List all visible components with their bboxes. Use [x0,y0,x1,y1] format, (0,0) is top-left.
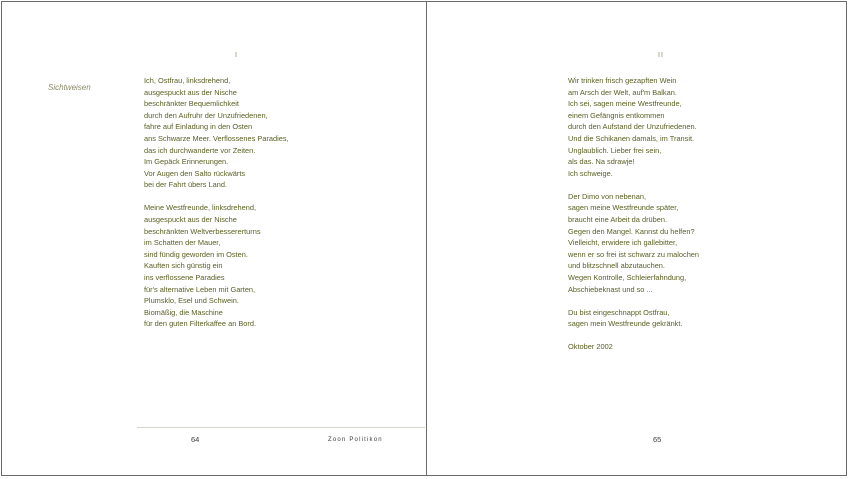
poem-line: durch den Aufstand der Unzufriedenen. [568,122,697,132]
side-label: Sichtweisen [48,83,91,92]
poem-line: das ich durchwanderte vor Zeiten. [144,145,256,155]
poem-line: Kauften sich günstig ein [144,261,223,271]
poem-line: Unglaublich. Lieber frei sein, [568,145,662,155]
poem-stanza [568,191,768,295]
poem-line: sagen mein Westfreunde gekränkt. [568,319,683,329]
poem-line: beschränkten Weltverbessererturns [144,226,261,236]
poem-line: für den guten Filterkaffee an Bord. [144,319,257,329]
poem-line: Ich, Ostfrau, linksdrehend, [144,76,231,85]
poem-line: ans Schwarze Meer. Verflossenes Paradies, [144,133,289,143]
poem-stanza [568,341,768,353]
poem-line: einem Gefängnis entkommen [568,110,665,120]
poem-text [568,75,768,364]
poem-line: fahre auf Einladung in den Osten [144,122,253,132]
poem-line: Vielleicht, erwidere ich gallebitter, [568,238,678,248]
poem-line: Wegen Kontrolle, Schleierfahndung, [568,273,687,282]
poem-line: Meine Westfreunde, linksdrehend, [144,203,257,213]
poem-line: sind fündig geworden im Osten. [144,249,248,259]
poem-stanza [144,202,344,330]
running-head: Zoon Politikon [328,437,383,443]
book-spread [1,1,847,476]
poem-line: wenn er so frei ist schwarz zu malochen [568,249,700,259]
page-number: 65 [653,435,662,444]
right-page [426,2,849,475]
poem-line: ausgespuckt aus der Nische [144,87,237,97]
poem-line: Ich schweige. [568,168,613,178]
poem-stanza [144,75,344,191]
poem-line: im Schatten der Mauer, [144,238,221,248]
poem-line: Oktober 2002 [568,342,613,352]
footer-rule [137,427,425,428]
poem-line: durch den Aufruhr der Unzufriedenen, [144,110,268,120]
poem-line: beschränkter Bequemlichkeit [144,99,239,109]
section-number: II [658,52,664,59]
poem-line: als das. Na sdrawje! [568,157,635,167]
poem-line: braucht eine Arbeit da drüben. [568,215,668,225]
poem-line: Wir trinken frisch gezapften Wein [568,76,677,85]
page-number: 64 [191,435,200,444]
poem-line: für's alternative Leben mit Garten, [144,284,256,294]
poem-text [144,75,344,341]
poem-line: Im Gepäck Erinnerungen. [144,157,229,167]
section-number: I [235,52,238,59]
poem-line: ausgespuckt aus der Nische [144,215,237,225]
poem-line: Und die Schikanen damals, im Transit. [568,133,695,143]
poem-line: Ich sei, sagen meine Westfreunde, [568,99,682,109]
poem-line: bei der Fahrt übers Land. [144,180,227,190]
poem-line: Der Dimo von nebenan, [568,191,647,201]
left-page [2,2,426,475]
poem-line: Plumsklo, Esel und Schwein. [144,296,239,306]
poem-stanza [568,75,768,179]
poem-line: ins verflossene Paradies [144,273,225,282]
poem-line: und blitzschnell abzutauchen. [568,261,665,271]
poem-line: Gegen den Mangel. Kannst du helfen? [568,226,695,236]
poem-line: am Arsch der Welt, auf'm Balkan. [568,87,677,97]
poem-stanza [568,307,768,330]
poem-line: sagen meine Westfreunde später, [568,203,679,213]
poem-line: Biomäßig, die Maschine [144,307,223,317]
poem-line: Vor Augen den Salto rückwärts [144,168,246,178]
poem-line: Abschiebeknast und so ... [568,284,653,294]
poem-line: Du bist eingeschnappt Ostfrau, [568,307,670,317]
